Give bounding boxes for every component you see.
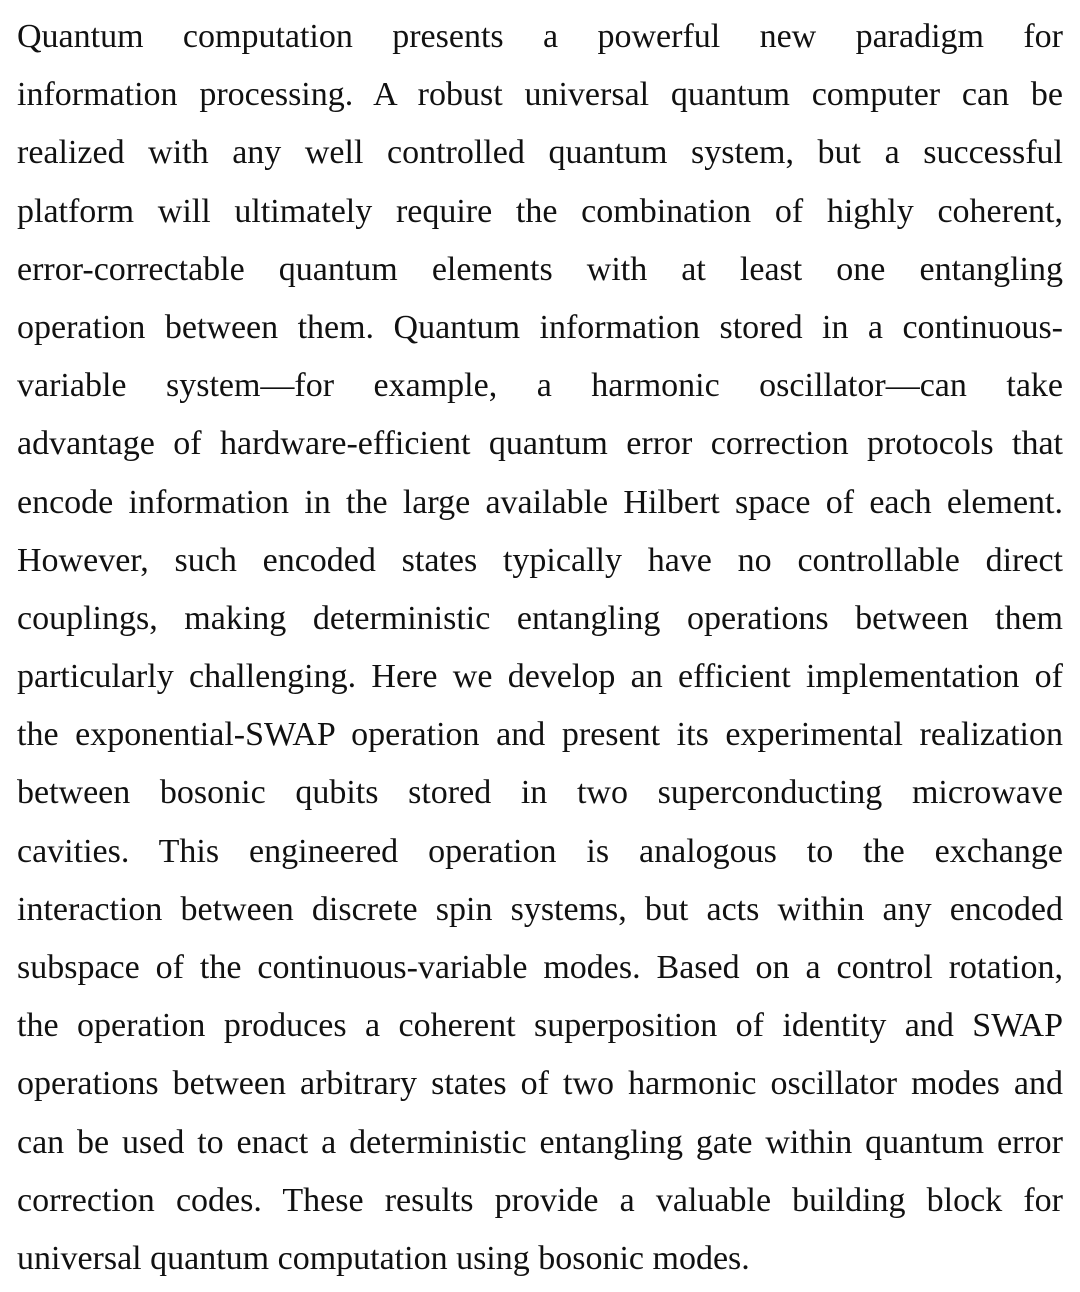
text-line: universal quantum computation using bosonic modes. bbox=[17, 1239, 750, 1277]
text-line: subspace of the continuous-variable modes. Based on a control rotation, bbox=[17, 949, 1063, 986]
text-line: encode information in the large available Hilbert space of each element. bbox=[17, 483, 1063, 521]
text-line: error-correctable quantum elements with at least one entangling bbox=[17, 250, 1063, 288]
text-line: can be used to enact a deterministic entangling gate within quantum error bbox=[17, 1123, 1063, 1161]
text-line: realized with any well controlled quantum system, but a successful bbox=[17, 134, 1063, 172]
text-line: operations between arbitrary states of two harmonic oscillator modes and bbox=[17, 1065, 1063, 1103]
text-line: correction codes. These results provide a valuable building block for bbox=[17, 1181, 1063, 1219]
abstract-paragraph bbox=[17, 8, 1063, 1288]
text-line: operation between them. Quantum information stored in a continuous- bbox=[17, 308, 1063, 346]
text-line: particularly challenging. Here we develop an efficient implementation of bbox=[17, 658, 1063, 696]
text-line: advantage of hardware-efficient quantum error correction protocols that bbox=[17, 425, 1063, 463]
text-line: the operation produces a coherent superposition of identity and SWAP bbox=[17, 1007, 1063, 1045]
text-line: cavities. This engineered operation is analogous to the exchange bbox=[17, 832, 1063, 870]
text-line: couplings, making deterministic entangling operations between them bbox=[17, 599, 1063, 637]
text-line: variable system—for example, a harmonic oscillator—can take bbox=[17, 367, 1063, 405]
text-line: platform will ultimately require the combination of highly coherent, bbox=[17, 192, 1063, 230]
text-line: However, such encoded states typically have no controllable direct bbox=[17, 541, 1063, 579]
text-line: interaction between discrete spin systems, but acts within any encoded bbox=[17, 890, 1063, 928]
text-line: between bosonic qubits stored in two superconducting microwave bbox=[17, 774, 1063, 812]
text-line: information processing. A robust universal quantum computer can be bbox=[17, 76, 1063, 114]
text-line: Quantum computation presents a powerful new paradigm for bbox=[17, 18, 1063, 55]
text-line: the exponential-SWAP operation and present its experimental realization bbox=[17, 716, 1063, 754]
